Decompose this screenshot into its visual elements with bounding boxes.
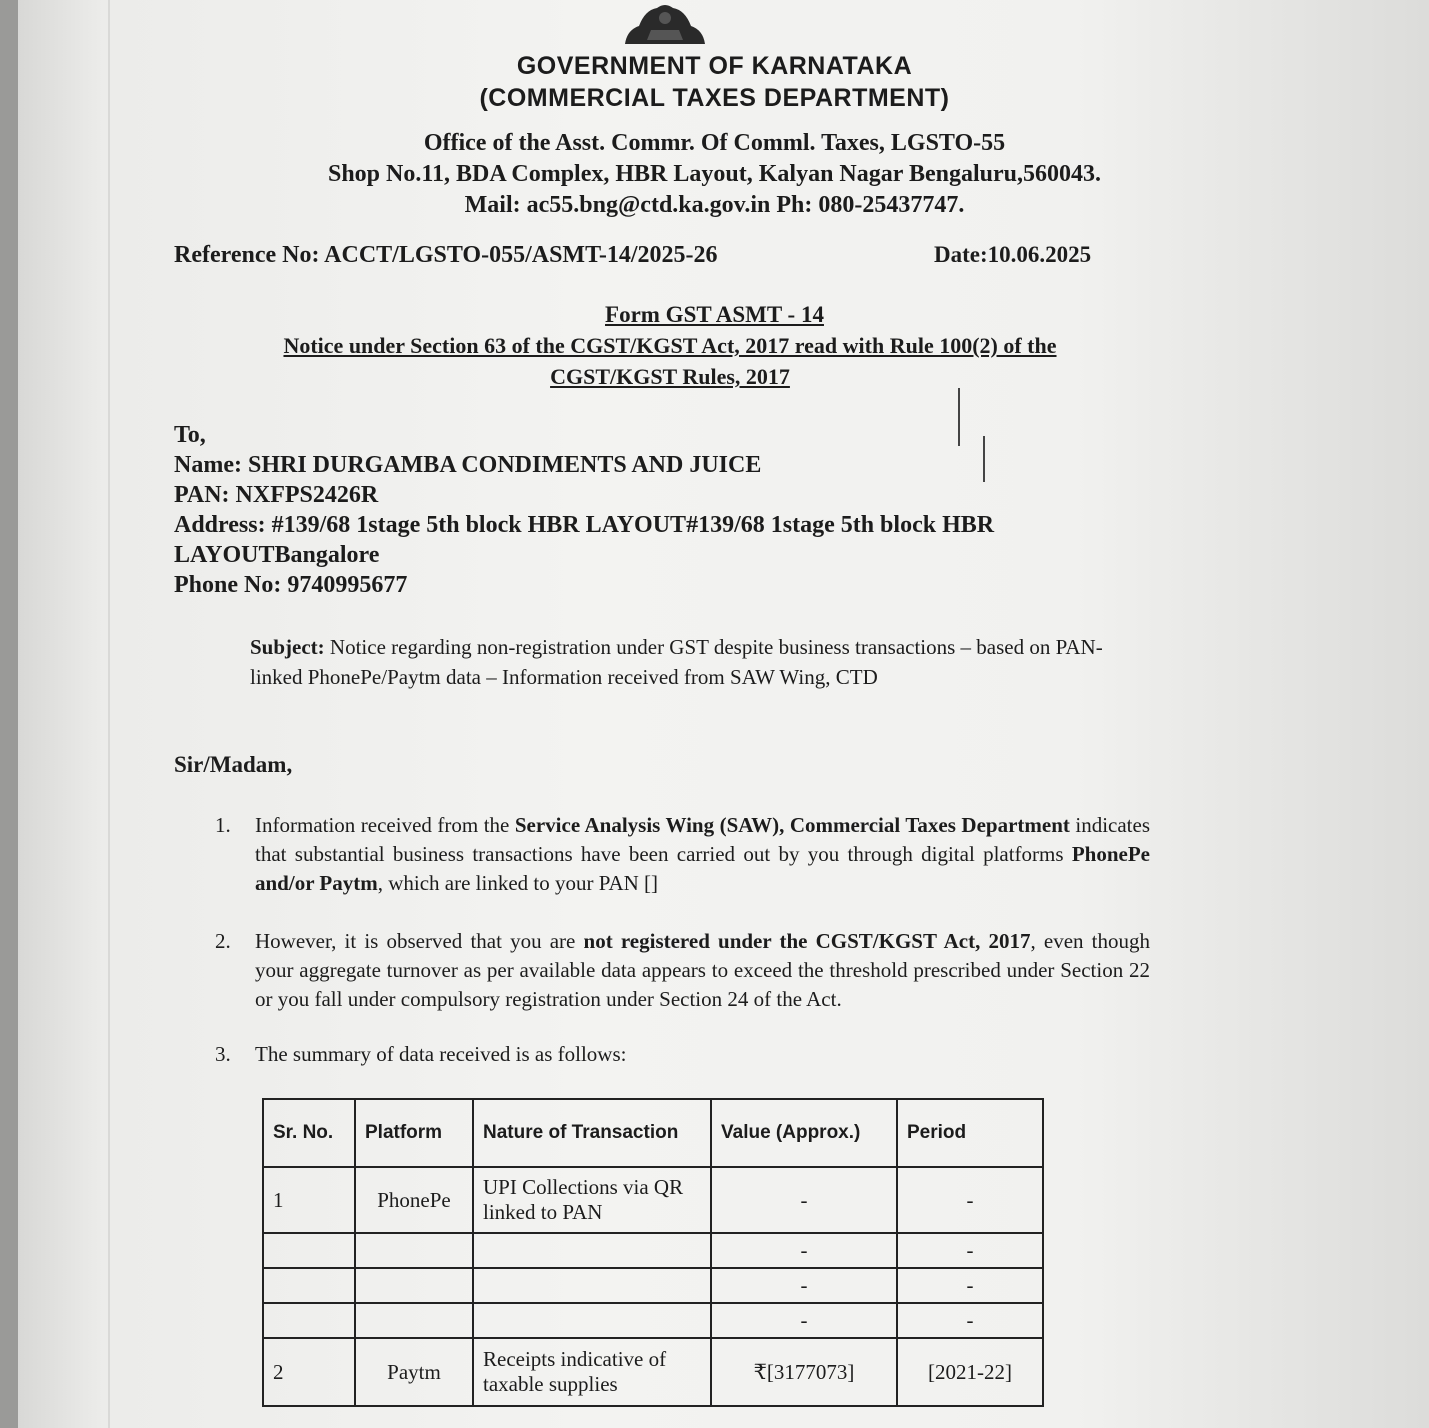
table-header-row	[263, 1099, 1043, 1167]
notice-title: Notice under Section 63 of the CGST/KGST Act, 2017 read with Rule 100(2) of the CGST/KGST Rules, 2017	[283, 333, 1057, 389]
header-sr-no: Sr. No.	[263, 1099, 355, 1167]
cell-empty	[263, 1303, 355, 1338]
cell-empty	[355, 1303, 473, 1338]
cell-nature: UPI Collections via QR linked to PAN	[473, 1167, 711, 1233]
cell-value: -	[711, 1167, 897, 1233]
cell-period: -	[897, 1233, 1043, 1268]
cell-value: -	[711, 1268, 897, 1303]
table-row	[263, 1233, 1043, 1268]
state-emblem-icon	[617, 0, 713, 46]
reference-number: Reference No: ACCT/LGSTO-055/ASMT-14/2025-26	[174, 242, 718, 268]
paragraph-number: 1.	[215, 813, 231, 837]
department-heading: (COMMERCIAL TAXES DEPARTMENT)	[479, 84, 950, 112]
cell-empty	[355, 1233, 473, 1268]
govt-heading: GOVERNMENT OF KARNATAKA	[516, 52, 913, 80]
cell-period: -	[897, 1303, 1043, 1338]
cell-sr: 2	[263, 1338, 355, 1406]
paragraph-text: The summary of data received is as follows:	[255, 1042, 627, 1066]
cell-period: -	[897, 1268, 1043, 1303]
paragraph-number: 3.	[215, 1042, 231, 1066]
subject-label: Subject:	[250, 635, 325, 659]
header-platform: Platform	[355, 1099, 473, 1167]
cell-empty	[355, 1268, 473, 1303]
cell-empty	[473, 1233, 711, 1268]
office-address: Shop No.11, BDA Complex, HBR Layout, Kalyan Nagar Bengaluru,560043.	[327, 161, 1101, 187]
cell-empty	[263, 1268, 355, 1303]
header-value: Value (Approx.)	[711, 1099, 897, 1167]
addressee-address: Address: #139/68 1stage 5th block HBR LAYOUT#139/68 1stage 5th block HBR LAYOUTBangalore	[174, 512, 995, 568]
cell-period: [2021-22]	[897, 1338, 1043, 1406]
paragraph-number: 2.	[215, 929, 231, 953]
subject-block	[250, 632, 1140, 692]
paragraph-text: However, it is observed that you are not registered under the CGST/KGST Act, 2017, even though your aggregate turnover as per available data appears to exceed the threshold prescribed under Section 22 or you fall under compulsory registration under Section 24 of the Act.	[255, 929, 1151, 1011]
salutation: Sir/Madam,	[174, 752, 293, 777]
cell-empty	[263, 1233, 355, 1268]
addressee-block	[174, 420, 1134, 600]
office-contact: Mail: ac55.bng@ctd.ka.gov.in Ph: 080-25437747.	[464, 192, 965, 218]
cell-value: ₹[3177073]	[711, 1338, 897, 1406]
addressee-name: Name: SHRI DURGAMBA CONDIMENTS AND JUICE	[174, 452, 762, 478]
paragraph-1	[215, 811, 1150, 898]
to-line: To,	[174, 422, 206, 448]
cell-sr: 1	[263, 1167, 355, 1233]
paragraph-3	[215, 1040, 1150, 1069]
addressee-pan: PAN: NXFPS2426R	[174, 482, 379, 508]
table-row	[263, 1268, 1043, 1303]
notice-date: Date:10.06.2025	[934, 242, 1092, 267]
header-nature: Nature of Transaction	[473, 1099, 711, 1167]
cell-value: -	[711, 1233, 897, 1268]
table-row	[263, 1303, 1043, 1338]
cell-period: -	[897, 1167, 1043, 1233]
cell-value: -	[711, 1303, 897, 1338]
subject-text: Notice regarding non-registration under GST despite business transactions – based on PAN-linked PhonePe/Paytm data – Information received from SAW Wing, CTD	[250, 635, 1103, 689]
table-row	[263, 1167, 1043, 1233]
cell-platform: PhonePe	[355, 1167, 473, 1233]
cell-platform: Paytm	[355, 1338, 473, 1406]
addressee-phone: Phone No: 9740995677	[174, 572, 408, 598]
office-block	[0, 128, 1429, 221]
office-name: Office of the Asst. Commr. Of Comml. Taxes, LGSTO-55	[423, 130, 1006, 156]
paragraph-2	[215, 927, 1150, 1014]
paragraph-text: Information received from the Service Analysis Wing (SAW), Commercial Taxes Department indicates that substantial business transactions have been carried out by you through digital platforms PhonePe and/or Paytm, which are linked to your PAN []	[255, 813, 1151, 895]
header-period: Period	[897, 1099, 1043, 1167]
cell-empty	[473, 1268, 711, 1303]
transaction-summary-table	[262, 1098, 1044, 1407]
table-row	[263, 1338, 1043, 1406]
cell-empty	[473, 1303, 711, 1338]
form-title: Form GST ASMT - 14	[605, 302, 824, 327]
cell-nature: Receipts indicative of taxable supplies	[473, 1338, 711, 1406]
